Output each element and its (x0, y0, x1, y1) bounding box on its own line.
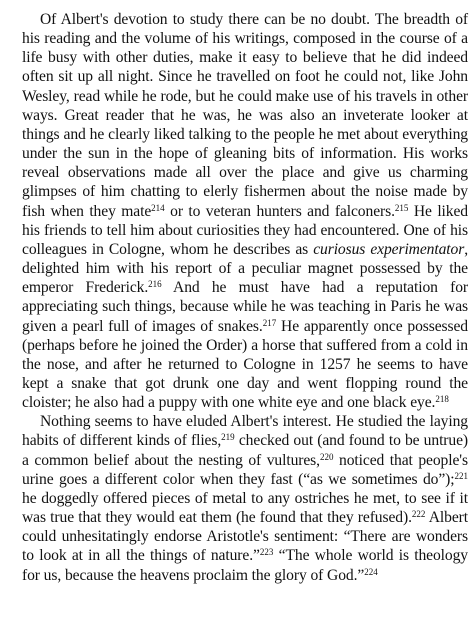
footnote-ref: 224 (364, 566, 378, 577)
text-run: “The whole world is theology for us, because the heavens proclaim the glory of God.” (22, 547, 468, 584)
footnote-ref: 220 (319, 451, 334, 462)
footnote-ref: 222 (411, 509, 426, 520)
footnote-ref: 214 (151, 202, 165, 213)
text-run: He liked his friends to tell him about curiosities they had encountered. One of his colleagues in Cologne, whom he describes as (22, 202, 469, 258)
paragraph-albert-devotion (22, 10, 468, 412)
text-run: he doggedly offered pieces of metal to any ostriches he met, to see if it was true that they would eat them (he found that they refused). (22, 489, 468, 527)
text-run: He apparently once possessed (perhaps before he joined the Order) a horse that suffered from a cold in the nose, and after he returned to Cologne in 1257 he seems to have kept a snake that got drunk one day and went flopping round the cloister; he also had a puppy with one white eye and one black eye. (22, 317, 468, 412)
text-run: Of Albert's devotion to study there can be no doubt. The breadth of his reading and the volume of his writings, composed in the course of a life busy with other duties, make it easy to believe that he did indeed often sit up all night. Since he travelled on foot he could not, like John Wesley, read while he rode, but he could make use of his travels in other ways. Great reader that he was, he was also an inveterate looker at things and he clearly liked talking to the people he met about everything under the sun in the hope of gleaning bits of information. His works reveal observations made all over the place and give us charming glimpses of him chatting to elerly fishermen about the noise made by fish when they mate (22, 11, 468, 220)
footnote-ref: 217 (262, 317, 277, 328)
footnote-ref: 223 (259, 547, 274, 558)
text-run: , delighted him with his report of a peculiar magnet possessed by the emperor Frederick. (22, 240, 469, 297)
footnote-ref: 221 (454, 470, 468, 481)
text-run: noticed that people's urine goes a different color when they fast (“as we sometimes do”); (22, 451, 468, 488)
text-run: checked out (and found to be untrue) a common belief about the nesting of vultures, (22, 432, 469, 469)
footnote-ref: 219 (221, 432, 235, 443)
text-run: Nothing seems to have eluded Albert's interest. He studied the laying habits of different kinds of flies, (22, 413, 468, 450)
text-run: or to veteran hunters and falconers. (164, 202, 395, 220)
book-page (22, 10, 468, 585)
paragraph-albert-interest (22, 412, 468, 584)
text-run: Albert could unhesitatingly endorse Aristotle's sentiment: “There are wonders to look at in all the things of nature.” (22, 509, 468, 565)
text-run: And he must have had a reputation for appreciating such things, because while he was teaching in Paris he was given a pearl full of images of snakes. (22, 279, 468, 335)
footnote-ref: 215 (394, 202, 409, 213)
italic-phrase: curiosus experimentator (313, 240, 465, 258)
footnote-ref: 218 (435, 394, 449, 405)
footnote-ref: 216 (148, 279, 162, 290)
